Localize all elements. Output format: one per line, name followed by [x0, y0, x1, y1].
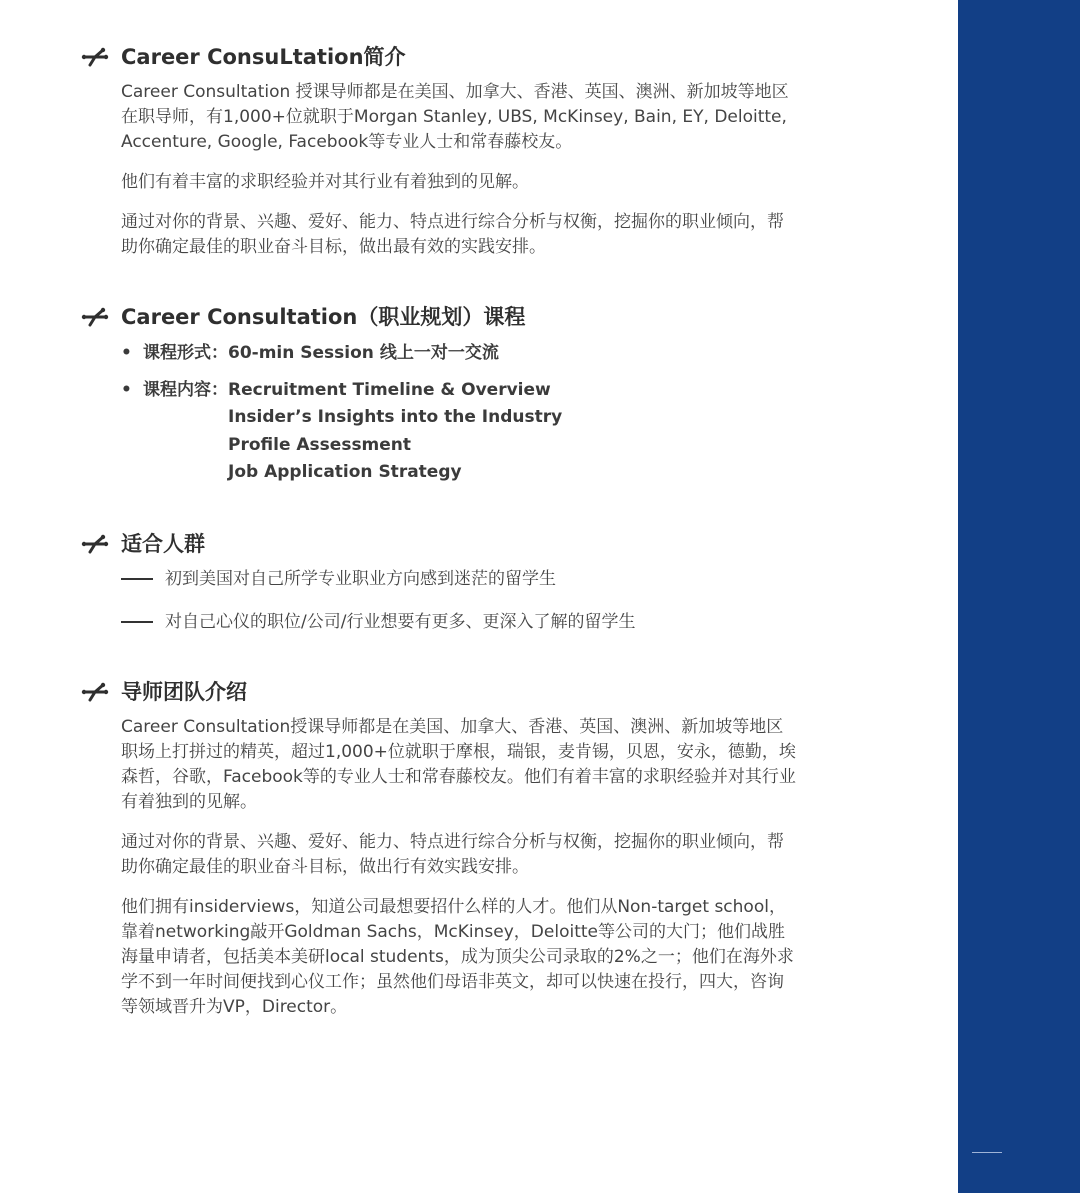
audience-item-1 [121, 567, 800, 592]
course-format-label: 课程形式： [143, 343, 228, 363]
sparkle-connector-icon [80, 307, 110, 327]
intro-section [80, 42, 800, 260]
bullet-dot-icon: • [121, 343, 132, 363]
course-content-line-3: Profile Assessment [228, 434, 412, 455]
mentors-title: 导师团队介绍 [121, 679, 247, 704]
mentors-paragraph-1: Career Consultation授课导师都是在美国、加拿大、香港、英国、澳洲、新加坡等地区职场上打拼过的精英，超过1,000+位就职于摩根，瑞银，麦肯锡，贝恩，安永，德勤，埃森哲，谷歌，Facebook等的专业人士和常春藤校友。他们有着丰富的求职经验并对其行业有着独到的见解。 [121, 716, 796, 812]
dash-line-icon [121, 578, 153, 580]
sidebar-divider-line [972, 1152, 1002, 1153]
mentors-paragraph-2: 通过对你的背景、兴趣、爱好、能力、特点进行综合分析与权衡，挖掘你的职业倾向，帮助你确定最佳的职业奋斗目标，做出行有效实践安排。 [121, 831, 784, 877]
audience-item-2 [121, 610, 800, 635]
course-section [80, 302, 800, 487]
intro-paragraph-3: 通过对你的背景、兴趣、爱好、能力、特点进行综合分析与权衡，挖掘你的职业倾向，帮助你确定最佳的职业奋斗目标，做出最有效的实践安排。 [121, 212, 784, 257]
intro-paragraph-2: 他们有着丰富的求职经验并对其行业有着独到的见解。 [121, 172, 529, 192]
audience-text-1: 初到美国对自己所学专业职业方向感到迷茫的留学生 [165, 568, 556, 589]
dash-line-icon [121, 621, 153, 623]
course-heading [80, 302, 800, 332]
audience-heading [80, 529, 800, 559]
course-content-item [121, 377, 800, 487]
audience-section [80, 529, 800, 635]
audience-text-2: 对自己心仪的职位/公司/行业想要有更多、更深入了解的留学生 [165, 611, 636, 632]
intro-heading [80, 42, 800, 72]
course-content-line-4: Job Application Strategy [228, 462, 462, 482]
bullet-dot-icon: • [121, 379, 132, 400]
course-content-line-2: Insider’s Insights into the Industry [228, 407, 563, 427]
sparkle-connector-icon [80, 534, 110, 554]
mentors-heading [80, 677, 800, 707]
course-content-label: 课程内容： [143, 379, 228, 400]
mentors-paragraph-3: 他们拥有insiderviews，知道公司最想要招什么样的人才。他们从Non-target school，靠着networking敲开Goldman Sachs，McKinsey，Deloitte等公司的大门；他们战胜海量申请者，包括美本美研local students，成为顶尖公司录取的2%之一；他们在海外求学不到一年时间便找到心仪工作；虽然他们母语非英文，却可以快速在投行，四大，咨询等领域晋升为VP，Director。 [121, 896, 794, 1017]
document-content [80, 42, 800, 1062]
intro-paragraph-1: Career Consultation 授课导师都是在美国、加拿大、香港、英国、澳洲、新加坡等地区在职导师，有1,000+位就职于Morgan Stanley, UBS, McKinsey, Bain, EY, Deloitte, Accenture, Google, Facebook等专业人士和常春藤校友。 [121, 82, 789, 152]
course-content-line-1: Recruitment Timeline & Overview [228, 379, 551, 400]
course-content-lines [228, 377, 562, 487]
intro-title: Career ConsuLtation简介 [121, 45, 406, 69]
course-list [121, 340, 800, 487]
mentors-section [80, 677, 800, 1020]
sparkle-connector-icon [80, 682, 110, 702]
course-title: Career Consultation（职业规划）课程 [121, 305, 526, 329]
sparkle-connector-icon [80, 47, 110, 67]
course-format-value: 60-min Session 线上一对一交流 [228, 343, 499, 363]
course-format-item [121, 340, 800, 368]
blue-sidebar [958, 0, 1080, 1193]
audience-title: 适合人群 [121, 531, 205, 556]
